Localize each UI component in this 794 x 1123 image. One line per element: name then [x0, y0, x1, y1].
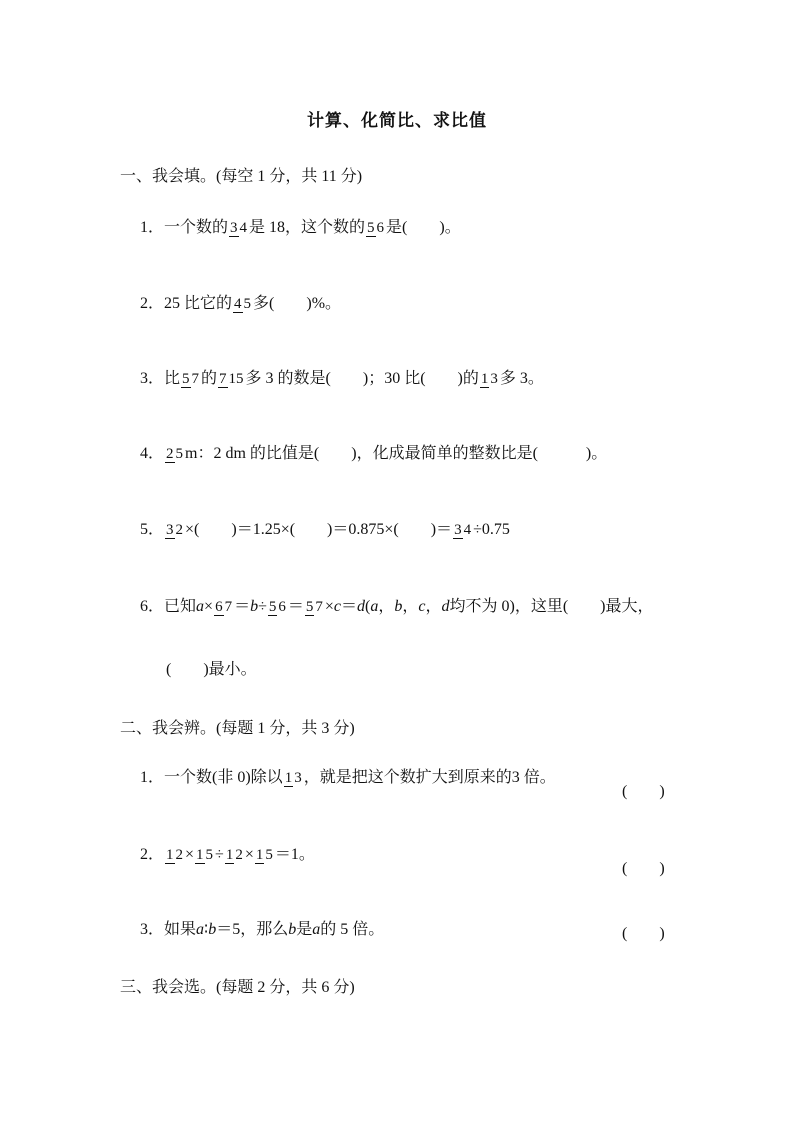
question-text: ÷0.75 — [473, 521, 510, 538]
judge-answer-blank-1[interactable]: ( ) — [622, 783, 665, 800]
judge-answer-blank-2[interactable]: ( ) — [622, 860, 665, 877]
fraction: 1 3 — [480, 370, 498, 387]
question-text: 比 — [164, 370, 181, 387]
fraction: 1 5 — [255, 846, 273, 863]
fraction: 5 6 — [268, 598, 286, 615]
fraction: 7 15 — [219, 370, 244, 387]
fraction: 1 3 — [284, 769, 302, 786]
variable: a — [312, 921, 321, 938]
question-number: 3． — [140, 921, 165, 938]
fraction: 5 7 — [182, 370, 200, 387]
judge-question-3: 3． 如果 a ∶ b ＝5，那么 b 是 a 的 5 倍。 — [140, 921, 385, 938]
question-number: 4． — [140, 445, 165, 462]
question-text: 的 — [201, 370, 218, 387]
fill-question-5 — [140, 520, 510, 540]
fraction: 6 7 — [215, 598, 233, 615]
judge-question-1 — [140, 768, 556, 788]
question-number: 3． — [140, 370, 165, 387]
question-number: 2． — [140, 295, 165, 312]
fill-question-2 — [140, 294, 341, 314]
variable: b — [250, 598, 259, 615]
variable: b — [394, 598, 403, 615]
variable: d — [441, 598, 450, 615]
section-heading-1: 一、我会填。(每空 1 分，共 11 分) — [120, 168, 363, 185]
question-text: 25 比它的 — [164, 295, 233, 312]
fraction: 3 4 — [454, 521, 472, 538]
fill-question-6-line-2 — [166, 660, 257, 680]
variable: a — [370, 598, 379, 615]
answer-blank[interactable]: 多( )%。 — [253, 295, 342, 312]
question-text: 是 18，这个数的 — [249, 219, 366, 236]
question-text: 一个数(非 0)除以 — [164, 769, 283, 786]
section-heading-2: 二、我会辨。(每题 1 分，共 3 分) — [120, 720, 355, 737]
variable: d — [357, 598, 366, 615]
fraction: 5 6 — [367, 219, 385, 236]
fraction: 1 2 — [166, 846, 184, 863]
variable: a — [196, 598, 205, 615]
question-text: ，就是把这个数扩大到原来的3 倍。 — [303, 769, 556, 786]
question-number: 1． — [140, 219, 165, 236]
fraction: 1 2 — [225, 846, 243, 863]
fraction: 4 5 — [234, 295, 252, 312]
question-number: 2． — [140, 846, 165, 863]
page-title: 计算、化简比、求比值 — [307, 111, 487, 130]
fill-question-6: 6． 已知 a × 6 7 ＝ b ÷ 5 6 ＝ 5 7 × c ＝ d ( a ， b ， c ， d 均不为 0)，这里( )最大， — [140, 598, 654, 615]
question-text: 多 3。 — [499, 370, 544, 387]
answer-blank[interactable]: ×( )＝1.25×( )＝0.875×( )＝ — [185, 521, 453, 538]
section-heading-3: 三、我会选。(每题 2 分，共 6 分) — [120, 979, 355, 996]
variable: a — [196, 921, 205, 938]
fraction: 2 5 — [166, 445, 184, 462]
fill-question-1 — [140, 218, 461, 238]
answer-blank[interactable]: 是( )。 — [386, 219, 461, 236]
question-number: 5． — [140, 521, 165, 538]
variable: b — [208, 921, 217, 938]
question-text: 已知 — [164, 598, 197, 615]
fraction: 1 5 — [196, 846, 214, 863]
question-text: 一个数的 — [164, 219, 229, 236]
fill-question-3 — [140, 369, 544, 389]
fill-question-4 — [140, 444, 607, 464]
judge-answer-blank-3[interactable]: ( ) — [622, 925, 665, 942]
answer-blank[interactable]: 多 3 的数是( )；30 比( )的 — [245, 370, 479, 387]
fraction: 5 7 — [305, 598, 323, 615]
question-number: 1． — [140, 769, 165, 786]
variable: c — [418, 598, 426, 615]
answer-blank[interactable]: m：2 dm 的比值是( )，化成最简单的整数比是( )。 — [185, 445, 608, 462]
fraction: 3 4 — [230, 219, 248, 236]
judge-question-2: 2． 1 2 × 1 5 ÷ 1 2 × 1 5 ＝1。 — [140, 846, 315, 863]
variable: c — [333, 598, 342, 615]
fraction: 3 2 — [166, 521, 184, 538]
question-number: 6． — [140, 598, 165, 615]
answer-blank[interactable]: ( )最小。 — [166, 661, 257, 678]
answer-blank[interactable]: 均不为 0)，这里( )最大， — [449, 598, 654, 615]
variable: b — [288, 921, 297, 938]
